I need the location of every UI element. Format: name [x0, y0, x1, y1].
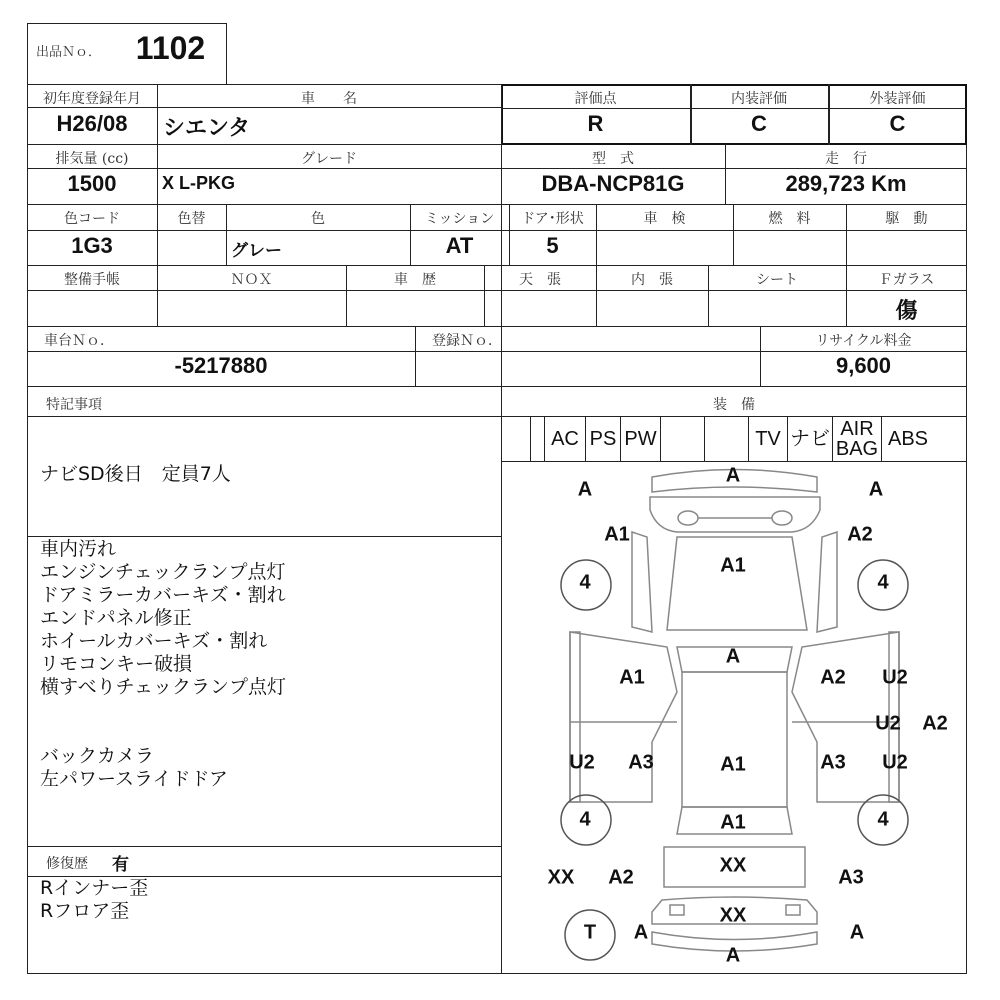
equipment-item	[660, 416, 704, 461]
manual-label: 整備手帳	[64, 272, 120, 288]
history-label: 車 歴	[394, 272, 436, 288]
door-value: 5	[546, 233, 559, 258]
notes-main: ナビSD後日 定員7人	[40, 463, 231, 485]
damage-mark: XX	[719, 854, 747, 877]
model-label: 型 式	[592, 151, 634, 167]
notes-line: リモコンキー破損	[40, 653, 193, 675]
mileage-label: 走 行	[825, 151, 867, 167]
equipment-item: AC	[544, 416, 585, 461]
nox-label: ＮＯＸ	[230, 272, 273, 288]
drive-label: 駆 動	[885, 211, 928, 227]
notes-line: 左パワースライドドア	[40, 768, 228, 790]
hood-shape	[667, 537, 807, 630]
equipment-item	[704, 416, 748, 461]
displacement-label: 排気量 (cc)	[55, 151, 129, 167]
regno-label: 登録Ｎｏ．	[432, 333, 502, 349]
equipment-label: 装 備	[713, 397, 755, 413]
equipment-item: ABS	[881, 416, 934, 461]
fuel-label: 燃 料	[768, 211, 811, 227]
right-headlight-shape	[772, 511, 792, 525]
damage-mark: A2	[847, 523, 873, 546]
equipment-item: TV	[748, 416, 787, 461]
damage-mark: A	[725, 645, 741, 668]
damage-mark: XX	[547, 866, 575, 889]
equipment-item: PS	[585, 416, 620, 461]
notes-line: ドアミラーカバーキズ・割れ	[40, 584, 286, 606]
interior-value: C	[751, 111, 767, 136]
equipment-item: PW	[620, 416, 660, 461]
notes-line: 車内汚れ	[40, 538, 117, 560]
damage-mark: A3	[838, 866, 864, 889]
damage-mark: A1	[619, 666, 645, 689]
notes-line: エンドパネル修正	[40, 607, 192, 629]
grade-value: X L-PKG	[162, 173, 236, 193]
inspection-label: 車 検	[643, 211, 686, 227]
repair-label: 修復歴	[46, 856, 88, 872]
damage-mark: XX	[719, 904, 747, 927]
exterior-value: C	[889, 111, 906, 136]
damage-mark: 4	[579, 571, 591, 594]
damage-mark: A1	[720, 554, 746, 577]
fglass-value: 傷	[895, 298, 918, 323]
mission-value: AT	[445, 233, 474, 258]
damage-mark: A1	[720, 753, 746, 776]
notes-line: ホイールカバーキズ・割れ	[40, 630, 268, 652]
damage-mark: A	[633, 921, 649, 944]
roof-shape	[682, 672, 787, 807]
damage-mark: A2	[820, 666, 846, 689]
chassis-value: -5217880	[174, 353, 268, 378]
exterior-label: 外装評価	[869, 91, 926, 107]
damage-mark: A3	[628, 751, 654, 774]
left-headlight-shape	[678, 511, 698, 525]
repair-lines	[40, 877, 148, 923]
color-value: グレー	[231, 241, 282, 260]
left-door-shape	[570, 632, 677, 802]
damage-mark: U2	[882, 666, 908, 689]
displacement-value: 1500	[67, 171, 117, 196]
equipment-item: AIR BAG	[832, 416, 881, 461]
notes-line	[40, 722, 286, 745]
repair-value: 有	[112, 855, 129, 874]
damage-mark: U2	[882, 751, 908, 774]
first-reg-value: H26/08	[56, 111, 128, 136]
equipment-item	[530, 416, 544, 461]
headliner-label: 内 張	[631, 272, 673, 288]
chassis-label: 車台Ｎｏ．	[44, 333, 114, 349]
lot-label: 出品Ｎｏ．	[36, 45, 102, 60]
damage-mark: U2	[875, 712, 901, 735]
damage-mark: A	[725, 464, 741, 487]
notes-line: エンジンチェックランプ点灯	[40, 561, 286, 583]
notes-line: バックカメラ	[40, 745, 155, 767]
grade-label: グレード	[301, 151, 357, 167]
notes-line: 横すべりチェックランプ点灯	[40, 676, 287, 698]
score-label: 評価点	[574, 91, 617, 107]
damage-mark: A	[849, 921, 865, 944]
mileage-value: 289,723 Km	[785, 171, 907, 196]
interior-label: 内装評価	[731, 91, 787, 107]
equipment-item: ナビ	[787, 416, 832, 461]
fglass-label: Ｆガラス	[878, 272, 935, 288]
model-value: DBA-NCP81G	[541, 171, 685, 196]
notes-label: 特記事項	[46, 397, 102, 413]
repaint-label: 色替	[177, 211, 206, 227]
color-label: 色	[311, 211, 325, 227]
notes-lines	[40, 538, 286, 791]
damage-mark: A2	[608, 866, 634, 889]
damage-mark: A	[577, 478, 593, 501]
damage-mark: 4	[877, 808, 889, 831]
first-reg-label: 初年度登録年月	[43, 91, 141, 107]
color-code-value: 1G3	[71, 233, 113, 258]
damage-mark: T	[583, 921, 597, 944]
damage-mark: A1	[604, 523, 630, 546]
damage-mark: A	[725, 944, 741, 967]
equipment-row	[530, 416, 967, 461]
lot-number: 1102	[135, 30, 206, 66]
damage-mark: A2	[922, 712, 948, 735]
damage-mark: 4	[579, 808, 591, 831]
recycle-label: リサイクル料金	[815, 333, 912, 349]
damage-mark: A3	[820, 751, 846, 774]
repair-line: Rインナー歪	[40, 877, 149, 899]
seat-label: シート	[756, 272, 798, 288]
car-name-value: シエンタ	[163, 115, 251, 140]
front-grille-shape	[650, 497, 820, 532]
damage-mark: A1	[720, 811, 746, 834]
damage-mark: A	[868, 478, 884, 501]
recycle-value: 9,600	[835, 353, 892, 378]
score-value: R	[587, 111, 604, 136]
damage-mark: 4	[877, 571, 889, 594]
repair-line: Rフロア歪	[40, 900, 130, 922]
notes-line	[40, 699, 286, 722]
car-name-label: 車 名	[301, 91, 357, 107]
color-code-label: 色コード	[64, 211, 120, 227]
mission-label: ミッション	[424, 211, 495, 227]
damage-mark: U2	[569, 751, 595, 774]
door-label: ドア･形状	[521, 211, 584, 227]
sunroof-label: 天 張	[519, 272, 561, 288]
